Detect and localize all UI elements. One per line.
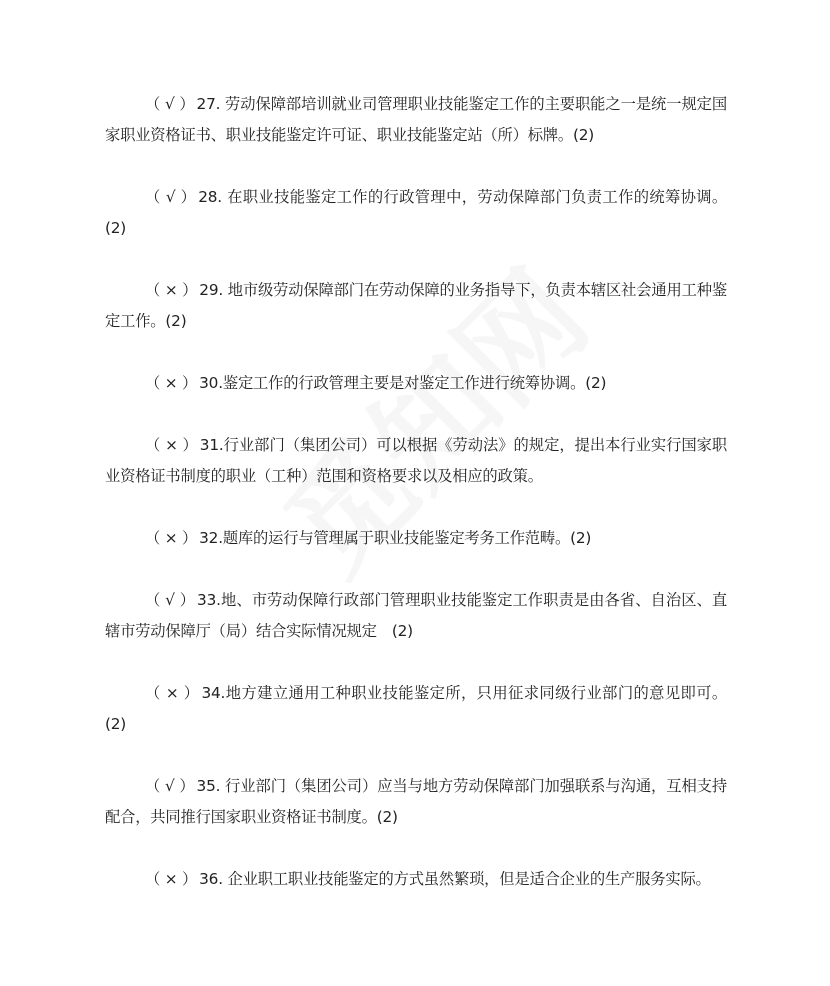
question-text: 35. 行业部门（集团公司）应当与地方劳动保障部门加强联系与沟通，互相支持配合，共同推行国家职业资格证书制度。(2) (105, 777, 727, 826)
question-text: 29. 地市级劳动保障部门在劳动保障的业务指导下，负责本辖区社会通用工种鉴定工作。(2) (105, 281, 727, 330)
question-text: 27. 劳动保障部培训就业司管理职业技能鉴定工作的主要职能之一是统一规定国家职业资格证书、职业技能鉴定许可证、职业技能鉴定站（所）标牌。(2) (105, 95, 727, 144)
question-27 (105, 89, 727, 151)
answer-mark: （ √ ） (145, 188, 197, 206)
answer-mark: （ × ） (145, 436, 198, 454)
answer-mark: （ × ） (145, 684, 200, 702)
question-36 (105, 864, 727, 895)
question-30 (105, 368, 727, 399)
answer-mark: （ √ ） (145, 591, 196, 609)
question-29 (105, 275, 727, 337)
answer-mark: （ √ ） (145, 777, 195, 795)
question-33 (105, 585, 727, 647)
answer-mark: （ √ ） (145, 95, 195, 113)
document-page (105, 89, 727, 926)
question-text: 36. 企业职工职业技能鉴定的方式虽然繁琐，但是适合企业的生产服务实际。 (199, 870, 711, 888)
question-text: 30.鉴定工作的行政管理主要是对鉴定工作进行统筹协调。(2) (199, 374, 607, 392)
answer-mark: （ × ） (145, 870, 198, 888)
answer-mark: （ × ） (145, 281, 198, 299)
question-31 (105, 430, 727, 492)
answer-mark: （ × ） (145, 374, 198, 392)
question-text: 32.题库的运行与管理属于职业技能鉴定考务工作范畴。(2) (199, 529, 592, 547)
question-text: 33.地、市劳动保障行政部门管理职业技能鉴定工作职责是由各省、自治区、直辖市劳动保障厅（局）结合实际情况规定 (2) (105, 591, 727, 640)
question-35 (105, 771, 727, 833)
answer-mark: （ × ） (145, 529, 198, 547)
question-text: 31.行业部门（集团公司）可以根据《劳动法》的规定，提出本行业实行国家职业资格证书制度的职业（工种）范围和资格要求以及相应的政策。 (105, 436, 727, 485)
question-34 (105, 678, 727, 740)
question-28 (105, 182, 727, 244)
question-32 (105, 523, 727, 554)
question-text: 34.地方建立通用工种职业技能鉴定所，只用征求同级行业部门的意见即可。(2) (105, 684, 727, 733)
question-text: 28. 在职业技能鉴定工作的行政管理中，劳动保障部门负责工作的统筹协调。(2) (105, 188, 727, 237)
